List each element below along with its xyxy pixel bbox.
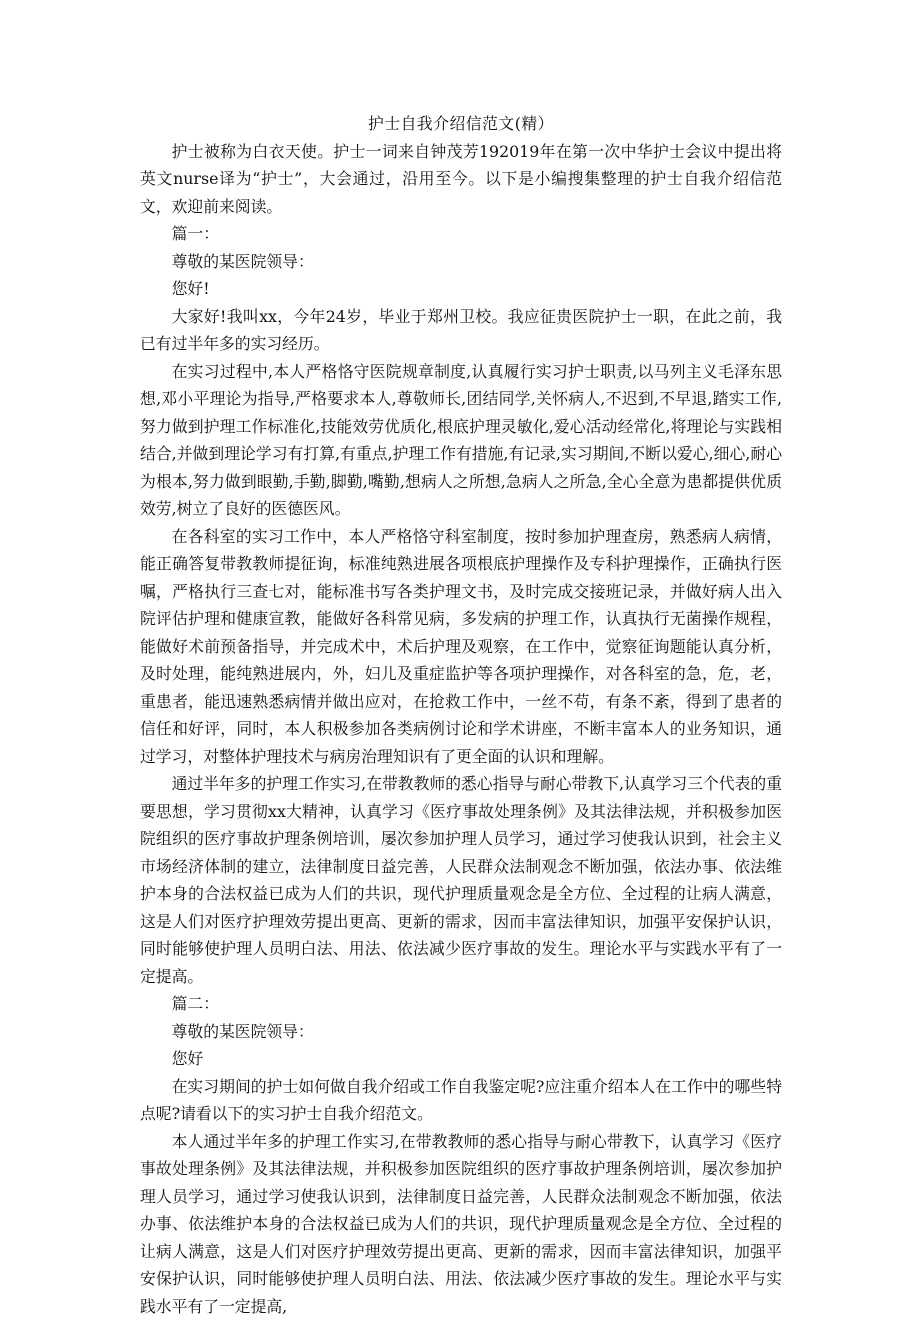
salutation-1: 尊敬的某医院领导： <box>140 248 782 276</box>
document-title: 护士自我介绍信范文(精） <box>140 110 782 138</box>
body-paragraph: 在实习期间的护士如何做自我介绍或工作自我鉴定呢?应注重介绍本人在工作中的哪些特点呢?请看以下的实习护士自我介绍范文。 <box>140 1073 782 1128</box>
section-heading-2: 篇二： <box>140 990 782 1018</box>
section-heading-1: 篇一： <box>140 220 782 248</box>
body-paragraph: 在各科室的实习工作中，本人严格恪守科室制度，按时参加护理查房，熟悉病人病情，能正确答复带教教师提征询，标准纯熟进展各项根底护理操作及专科护理操作，正确执行医嘱，严格执行三查七对，能标准书写各类护理文书，及时完成交接班记录，并做好病人出入院评估护理和健康宣教，能做好各科常见病，多发病的护理工作，认真执行无菌操作规程，能做好术前预备指导，并完成术中，术后护理及观察，在工作中，觉察征询题能认真分析，及时处理，能纯熟进展内，外，妇儿及重症监护等各项护理操作，对各科室的急，危，老，重患者，能迅速熟悉病情并做出应对，在抢救工作中，一丝不苟，有条不紊，得到了患者的信任和好评，同时，本人积极参加各类病例讨论和学术讲座，不断丰富本人的业务知识，通过学习，对整体护理技术与病房治理知识有了更全面的认识和理解。 <box>140 523 782 771</box>
body-paragraph: 在实习过程中,本人严格恪守医院规章制度,认真履行实习护士职责,以马列主义毛泽东思想,邓小平理论为指导,严格要求本人,尊敬师长,团结同学,关怀病人,不迟到,不早退,踏实工作,努力做到护理工作标准化,技能效劳优质化,根底护理灵敏化,爱心活动经常化,将理论与实践相结合,并做到理论学习有打算,有重点,护理工作有措施,有记录,实习期间,不断以爱心,细心,耐心为根本,努力做到眼勤,手勤,脚勤,嘴勤,想病人之所想,急病人之所急,全心全意为患都提供优质效劳,树立了良好的医德医风。 <box>140 358 782 523</box>
body-paragraph: 通过半年多的护理工作实习,在带教教师的悉心指导与耐心带教下,认真学习三个代表的重要思想，学习贯彻xx大精神，认真学习《医疗事故处理条例》及其法律法规，并积极参加医院组织的医疗事故护理条例培训，屡次参加护理人员学习，通过学习使我认识到，社会主义市场经济体制的建立，法律制度日益完善，人民群众法制观念不断加强，依法办事、依法维护本身的合法权益已成为人们的共识，现代护理质量观念是全方位、全过程的让病人满意，这是人们对医疗护理效劳提出更高、更新的需求，因而丰富法律知识，加强平安保护认识，同时能够使护理人员明白法、用法、依法减少医疗事故的发生。理论水平与实践水平有了一定提高。 <box>140 770 782 990</box>
intro-paragraph: 护士被称为白衣天使。护士一词来自钟茂芳192019年在第一次中华护士会议中提出将英文nurse译为“护士”，大会通过，沿用至今。以下是小编搜集整理的护士自我介绍信范文，欢迎前来阅读。 <box>140 138 782 221</box>
salutation-2: 尊敬的某医院领导： <box>140 1018 782 1046</box>
greeting-1: 您好! <box>140 275 782 303</box>
body-paragraph: 大家好!我叫xx，今年24岁，毕业于郑州卫校。我应征贵医院护士一职，在此之前，我已有过半年多的实习经历。 <box>140 303 782 358</box>
greeting-2: 您好 <box>140 1045 782 1073</box>
body-paragraph: 本人通过半年多的护理工作实习,在带教教师的悉心指导与耐心带教下，认真学习《医疗事故处理条例》及其法律法规，并积极参加医院组织的医疗事故护理条例培训，屡次参加护理人员学习，通过学习使我认识到，法律制度日益完善，人民群众法制观念不断加强，依法办事、依法维护本身的合法权益已成为人们的共识，现代护理质量观念是全方位、全过程的让病人满意，这是人们对医疗护理效劳提出更高、更新的需求，因而丰富法律知识，加强平安保护认识，同时能够使护理人员明白法、用法、依法减少医疗事故的发生。理论水平与实践水平有了一定提高, <box>140 1128 782 1320</box>
document-body <box>140 110 782 1320</box>
